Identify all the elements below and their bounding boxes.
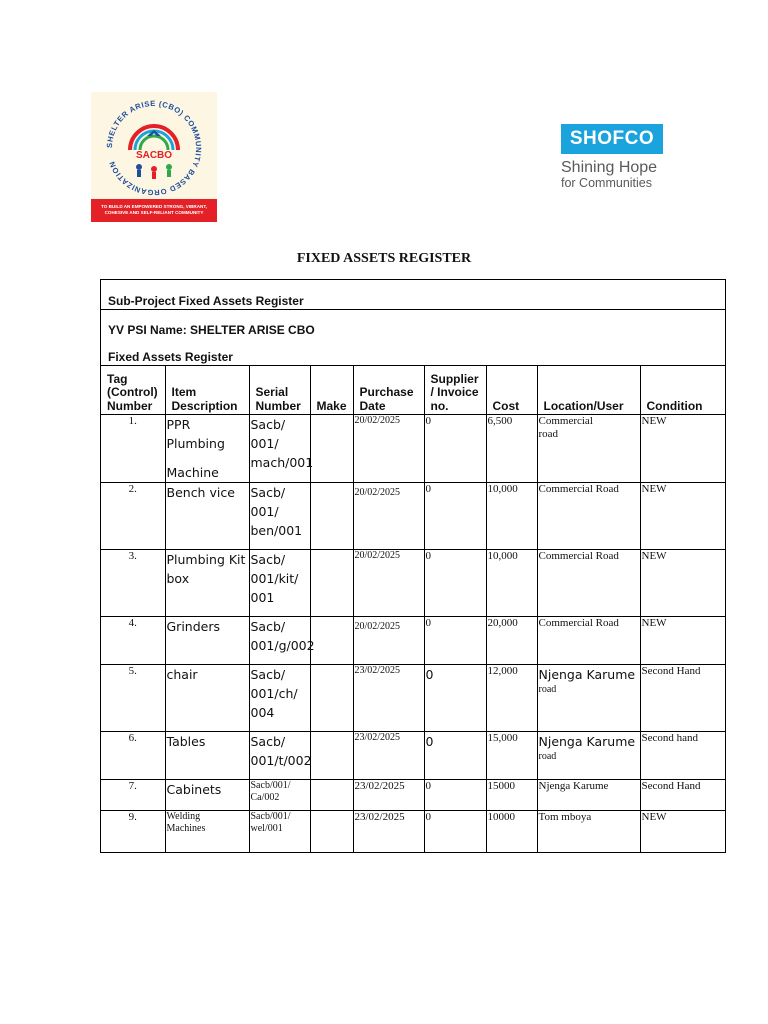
cell-supplier (424, 780, 486, 811)
cell-text: NEW (641, 415, 667, 427)
col-make (310, 366, 353, 415)
col-condition-line: Condition (646, 398, 703, 413)
cell-text: 3. (128, 550, 137, 562)
cell-tag-number (101, 415, 165, 483)
cell-text: 23/02/2025 (354, 780, 405, 792)
col-item-line: Description (171, 398, 238, 413)
cell-text: 0 (425, 617, 431, 629)
sacbo-logo (91, 92, 217, 222)
cell-item (165, 550, 249, 617)
col-serial (249, 366, 310, 415)
cell-text: Grinders (166, 619, 220, 634)
cell-text: 7. (128, 780, 137, 792)
cell-text: ben/001 (250, 523, 303, 538)
table-row (101, 732, 725, 780)
cell-text: Njenga Karume (538, 780, 609, 792)
cell-text: Tom mboya (538, 811, 592, 823)
cell-text: 0 (425, 780, 431, 792)
col-location-line: Location/User (543, 398, 624, 413)
cell-condition (640, 483, 725, 550)
cell-supplier (424, 811, 486, 852)
cell-item (165, 780, 249, 811)
col-make-line: Make (316, 398, 347, 413)
cell-make (310, 811, 353, 852)
cell-item (165, 732, 249, 780)
table-row (101, 665, 725, 732)
cell-item (165, 617, 249, 665)
cell-text: 004 (250, 705, 275, 720)
cell-purchase-date (353, 415, 424, 483)
cell-text: 12,000 (487, 665, 518, 677)
shofco-tagline-2: for Communities (561, 176, 652, 190)
cell-text: Sacb/ (250, 734, 286, 749)
cell-text: road (538, 684, 557, 695)
cell-text: 0 (425, 667, 434, 682)
cell-text: Njenga Karume (538, 667, 636, 682)
cell-cost (486, 415, 537, 483)
assets-table (101, 365, 725, 852)
cell-serial-number (249, 617, 315, 665)
cell-serial-number (249, 811, 310, 852)
cell-serial-number (249, 415, 314, 483)
cell-text: 0 (425, 550, 431, 562)
cell-text: NEW (641, 483, 667, 495)
cell-text: Second Hand (641, 780, 701, 792)
sacbo-ring-text: SHELTER ARISE (CBO) COMMUNITY BASED ORGANIZATION (104, 98, 204, 198)
cell-item (165, 483, 249, 550)
cell-text: Njenga Karume (538, 734, 636, 749)
cell-text: 9. (128, 811, 137, 823)
cell-text: 001 (250, 590, 275, 605)
cell-text: wel/001 (250, 823, 283, 834)
cell-tag-number (101, 732, 165, 780)
cell-condition (640, 811, 725, 852)
cell-text: 6. (128, 732, 137, 744)
cell-text: 5. (128, 665, 137, 677)
assets-register (100, 279, 726, 853)
table-row (101, 483, 725, 550)
cell-condition (640, 617, 725, 665)
cell-text: 1. (128, 415, 137, 427)
cell-text: 15,000 (487, 732, 518, 744)
cell-text: chair (166, 667, 198, 682)
col-cost (486, 366, 537, 415)
sacbo-banner-line2: COHESIVE AND SELF-RELIANT COMMUNITY (104, 210, 204, 215)
cell-text: Sacb/001/ (250, 780, 291, 791)
col-location (537, 366, 640, 415)
register-label: Fixed Assets Register (108, 350, 233, 364)
cell-location (537, 665, 640, 732)
cell-supplier (424, 665, 486, 732)
cell-item (165, 415, 249, 483)
cell-condition (640, 415, 725, 483)
cell-serial-number (249, 550, 310, 617)
cell-make (310, 732, 353, 780)
cell-text: Second hand (641, 732, 699, 744)
sacbo-center-text: SACBO (135, 150, 173, 161)
cell-text: 15000 (487, 780, 515, 792)
cell-item (165, 811, 249, 852)
cell-text: 10,000 (487, 483, 518, 495)
cell-text: 6,500 (487, 415, 513, 427)
cell-text: Sacb/ (250, 485, 286, 500)
cell-supplier (424, 550, 486, 617)
cell-purchase-date (353, 483, 424, 550)
cell-text: 20/02/2025 (354, 550, 401, 561)
cell-make (310, 550, 353, 617)
table-row (101, 780, 725, 811)
col-tag-line: (Control) (107, 385, 158, 399)
cell-text: 4. (128, 617, 137, 629)
cell-condition (640, 732, 725, 780)
cell-location (537, 780, 640, 811)
cell-text: 10000 (487, 811, 515, 823)
cell-cost (486, 732, 537, 780)
cell-text: road (538, 428, 559, 440)
cell-supplier (424, 732, 486, 780)
cell-text: Sacb/ (250, 417, 286, 432)
cell-text: Sacb/ (250, 667, 286, 682)
cell-text: road (538, 751, 557, 762)
cell-text: Sacb/001/ (250, 811, 291, 822)
cell-text: 001/ (250, 436, 279, 451)
col-purchase (353, 366, 424, 415)
cell-text: Sacb/ (250, 619, 286, 634)
col-serial-line: Number (255, 398, 301, 413)
cell-purchase-date (353, 665, 424, 732)
cell-item (165, 665, 249, 732)
shofco-wordmark: SHOFCO (561, 124, 663, 154)
cell-location (537, 732, 640, 780)
col-supplier-line: / Invoice (430, 385, 479, 399)
cell-condition (640, 550, 725, 617)
subproject-label: Sub-Project Fixed Assets Register (108, 294, 304, 308)
cell-purchase-date (353, 617, 424, 665)
cell-text: 0 (425, 734, 434, 749)
col-supplier-line: no. (430, 398, 449, 413)
cell-make (310, 780, 353, 811)
cell-serial-number (249, 732, 310, 780)
cell-text: Cabinets (166, 782, 222, 797)
psi-header (101, 310, 725, 365)
cell-text: NEW (641, 811, 667, 823)
col-purchase-line: Purchase (359, 385, 414, 399)
col-tag-line: Tag (107, 371, 128, 386)
cell-text: Machine (166, 465, 219, 480)
col-supplier (424, 366, 486, 415)
sacbo-emblem (91, 92, 217, 200)
cell-text: Machines (166, 823, 206, 834)
cell-text: 20/02/2025 (354, 621, 401, 632)
cell-text: 001/ (250, 504, 279, 519)
cell-text: Commercial (538, 415, 593, 427)
cell-serial-number (249, 483, 310, 550)
cell-text: 0 (425, 811, 431, 823)
cell-tag-number (101, 665, 165, 732)
cell-purchase-date (353, 780, 424, 811)
cell-cost (486, 550, 537, 617)
cell-tag-number (101, 811, 165, 852)
cell-purchase-date (353, 811, 424, 852)
cell-text: NEW (641, 550, 667, 562)
col-tag (101, 366, 165, 415)
table-row (101, 550, 725, 617)
col-serial-line: Serial (255, 385, 289, 399)
cell-text: Ca/002 (250, 792, 280, 803)
cell-text: 001/g/002 (250, 638, 315, 653)
document-title: FIXED ASSETS REGISTER (296, 251, 472, 266)
cell-location (537, 811, 640, 852)
cell-location (537, 415, 640, 483)
cell-condition (640, 665, 725, 732)
col-cost-line: Cost (492, 398, 520, 413)
shofco-tagline-1: Shining Hope (561, 159, 658, 176)
cell-text: 001/kit/ (250, 571, 299, 586)
cell-text: Sacb/ (250, 552, 286, 567)
cell-make (310, 483, 353, 550)
cell-text: 20,000 (487, 617, 518, 629)
cell-cost (486, 483, 537, 550)
cell-text: Tables (166, 734, 206, 749)
col-supplier-line: Supplier (430, 371, 479, 386)
cell-make (310, 617, 353, 665)
cell-text: 20/02/2025 (354, 487, 401, 498)
cell-cost (486, 617, 537, 665)
table-row (101, 415, 725, 483)
psi-name: YV PSI Name: SHELTER ARISE CBO (108, 323, 315, 337)
cell-tag-number (101, 780, 165, 811)
cell-text: 23/02/2025 (354, 665, 401, 676)
cell-text: 23/02/2025 (354, 732, 401, 743)
cell-text: 23/02/2025 (354, 811, 405, 823)
cell-serial-number (249, 665, 310, 732)
cell-serial-number (249, 780, 310, 811)
table-row (101, 617, 725, 665)
cell-cost (486, 780, 537, 811)
cell-text: 0 (425, 483, 431, 495)
col-purchase-line: Date (359, 398, 386, 413)
sacbo-banner-line1: TO BUILD AN EMPOWERED STRONG, VIBRANT, (101, 204, 207, 209)
cell-location (537, 617, 640, 665)
cell-text: Commercial Road (538, 550, 619, 562)
cell-text: Commercial Road (538, 483, 619, 495)
cell-text: PPR Plumbing (166, 417, 225, 451)
cell-text: 001/ch/ (250, 686, 298, 701)
col-item-line: Item (171, 385, 197, 399)
shofco-logo (561, 124, 671, 194)
table-header-row (101, 366, 725, 415)
cell-cost (486, 665, 537, 732)
cell-text: Welding (166, 811, 201, 822)
table-row (101, 811, 725, 852)
cell-text: 10,000 (487, 550, 518, 562)
cell-text: 2. (128, 483, 137, 495)
cell-text: Commercial Road (538, 617, 619, 629)
cell-purchase-date (353, 732, 424, 780)
cell-text: 001/t/002 (250, 753, 312, 768)
col-condition (640, 366, 725, 415)
cell-supplier (424, 415, 486, 483)
sacbo-banner (91, 199, 217, 222)
cell-tag-number (101, 617, 165, 665)
cell-condition (640, 780, 725, 811)
cell-text: mach/001 (250, 455, 314, 470)
cell-location (537, 483, 640, 550)
cell-tag-number (101, 483, 165, 550)
col-tag-line: Number (107, 398, 153, 413)
cell-location (537, 550, 640, 617)
cell-text: 20/02/2025 (354, 415, 401, 426)
cell-purchase-date (353, 550, 424, 617)
cell-make (310, 415, 353, 483)
cell-text: Bench vice (166, 485, 235, 500)
cell-supplier (424, 617, 486, 665)
cell-text: box (166, 571, 190, 586)
subproject-header (101, 280, 725, 310)
cell-text: Plumbing Kit (166, 552, 246, 567)
cell-cost (486, 811, 537, 852)
cell-tag-number (101, 550, 165, 617)
cell-text: 0 (425, 415, 431, 427)
cell-supplier (424, 483, 486, 550)
cell-text: NEW (641, 617, 667, 629)
col-item (165, 366, 249, 415)
cell-make (310, 665, 353, 732)
cell-text: Second Hand (641, 665, 701, 677)
